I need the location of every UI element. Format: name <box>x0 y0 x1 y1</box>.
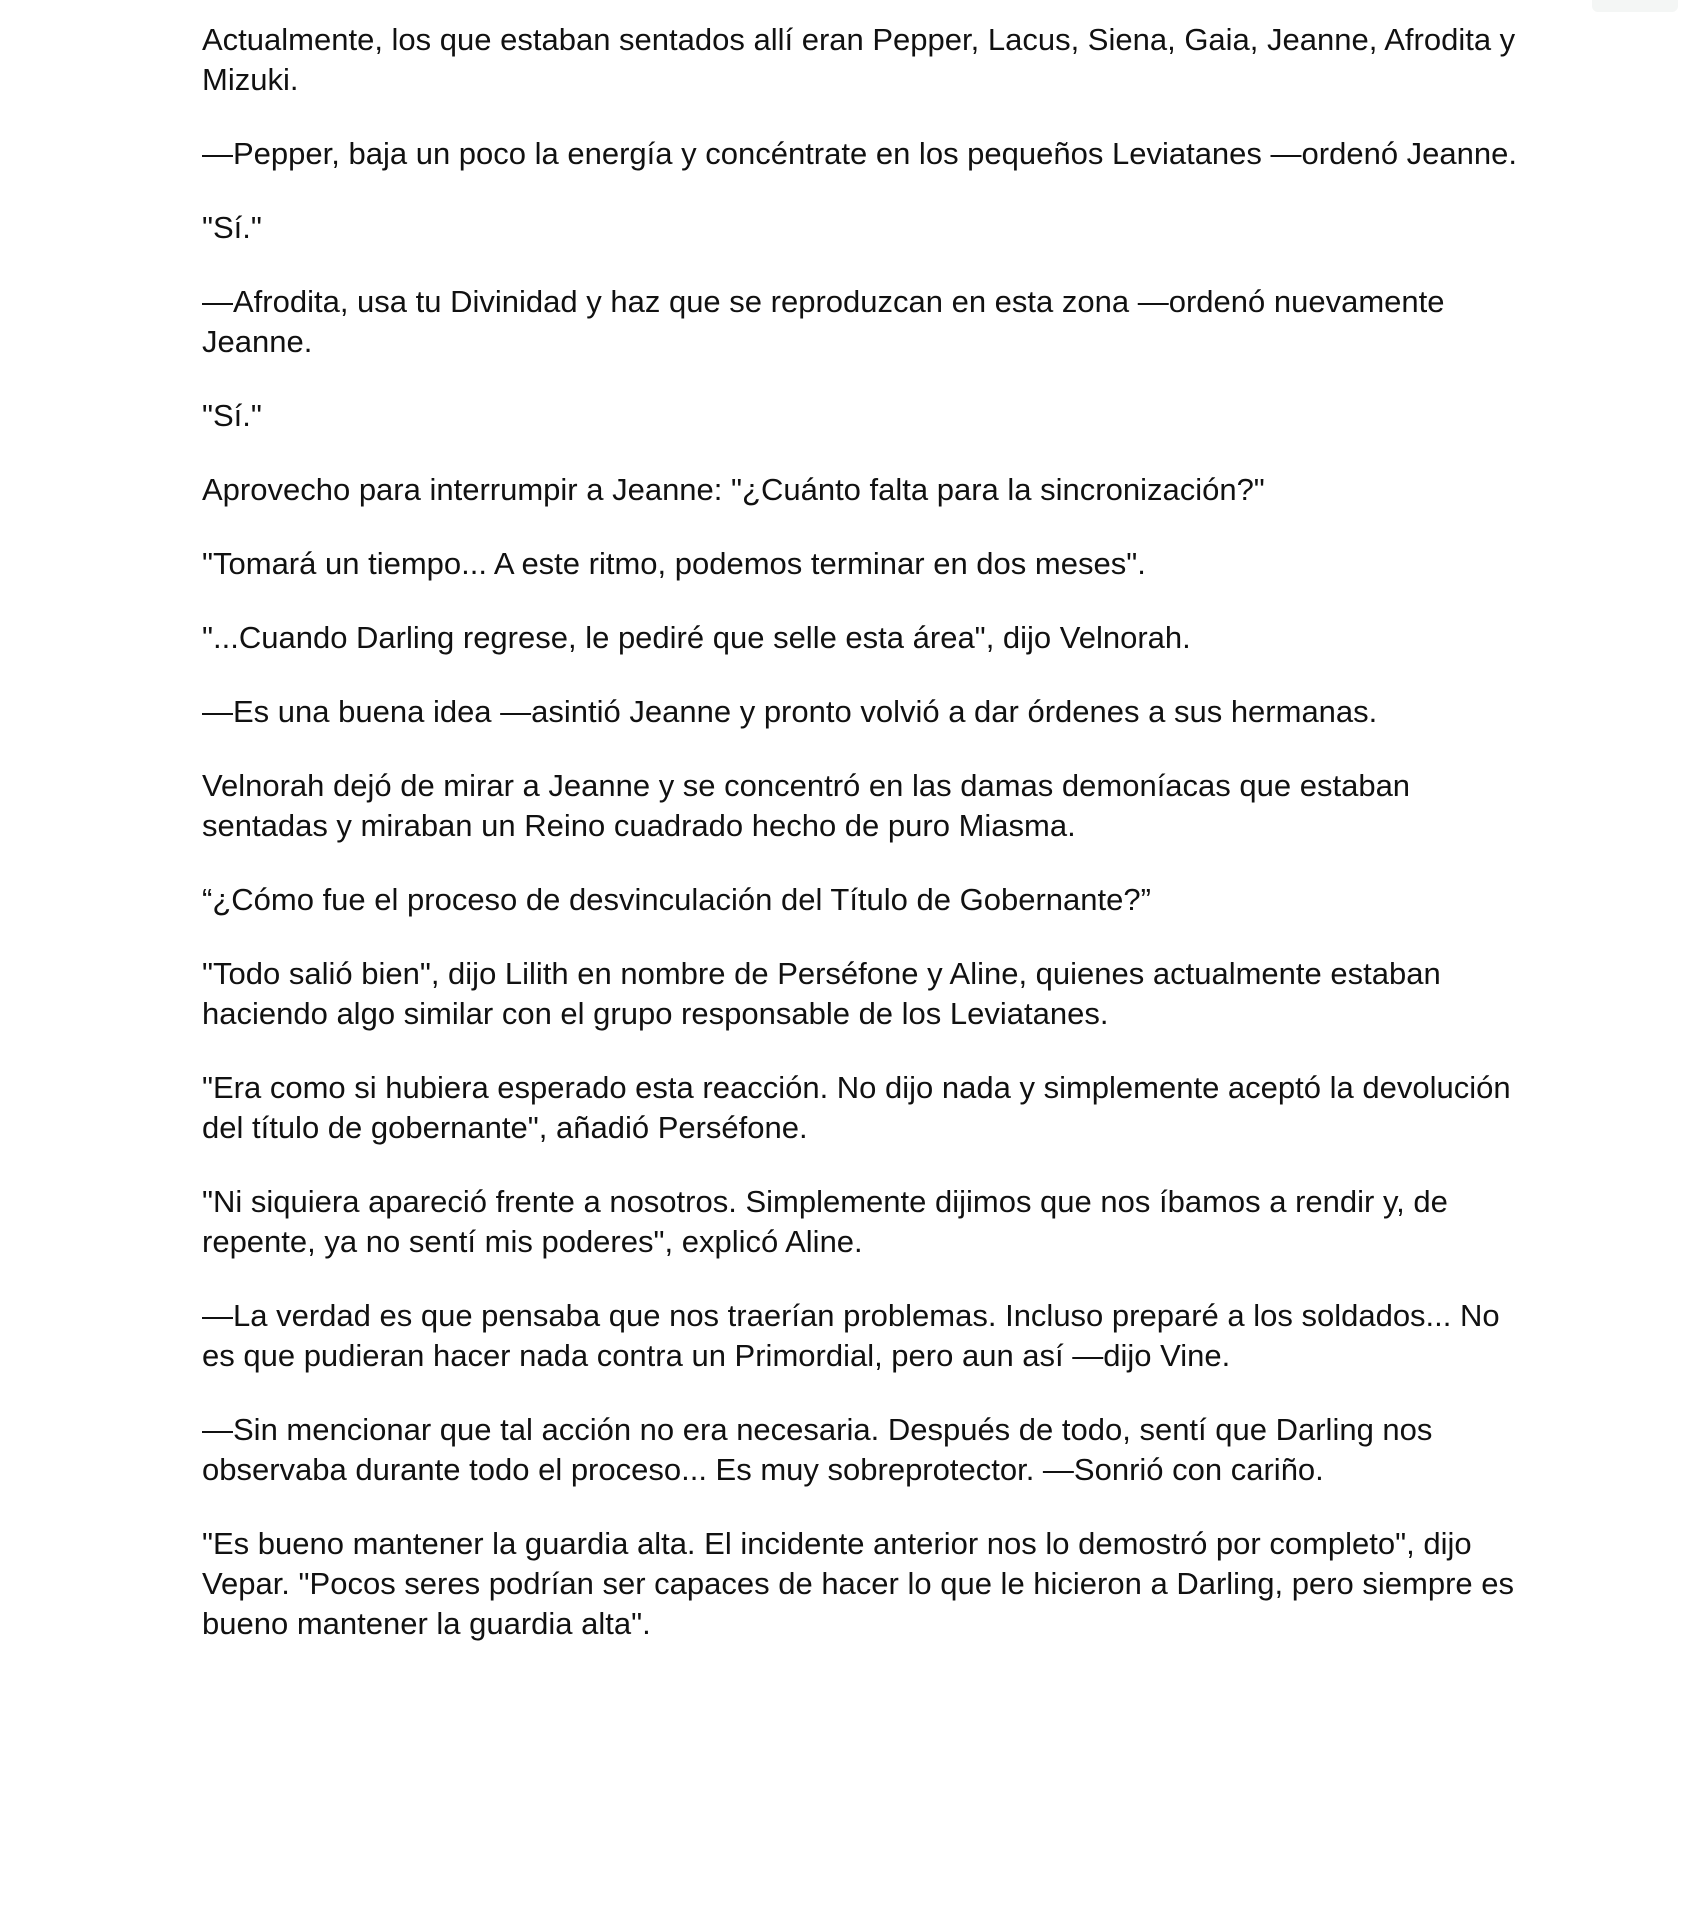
paragraph: Velnorah dejó de mirar a Jeanne y se concentró en las damas demoníacas que estaban sentadas y miraban un Reino cuadrado hecho de puro Miasma. <box>202 768 1411 843</box>
paragraph: Aprovecho para interrumpir a Jeanne: "¿Cuánto falta para la sincronización?" <box>202 472 1265 507</box>
document-body <box>202 20 1532 1678</box>
paragraph: —La verdad es que pensaba que nos traerían problemas. Incluso preparé a los soldados... No es que pudieran hacer nada contra un Primordial, pero aun así —dijo Vine. <box>202 1298 1500 1373</box>
paragraph: "Tomará un tiempo... A este ritmo, podemos terminar en dos meses". <box>202 546 1146 581</box>
page-corner-mark <box>1592 0 1678 12</box>
paragraph: "Era como si hubiera esperado esta reacción. No dijo nada y simplemente aceptó la devolución del título de gobernante", añadió Perséfone. <box>202 1070 1511 1145</box>
paragraph: Actualmente, los que estaban sentados allí eran Pepper, Lacus, Siena, Gaia, Jeanne, Afrodita y Mizuki. <box>202 22 1516 97</box>
paragraph: "Todo salió bien", dijo Lilith en nombre de Perséfone y Aline, quienes actualmente estaban haciendo algo similar con el grupo responsable de los Leviatanes. <box>202 956 1441 1031</box>
paragraph: "Sí." <box>202 398 262 433</box>
paragraph: "Sí." <box>202 210 262 245</box>
paragraph: "Es bueno mantener la guardia alta. El incidente anterior nos lo demostró por completo", dijo Vepar. "Pocos seres podrían ser capaces de hacer lo que le hicieron a Darling, pero siempre es bueno mantener la guardia alta". <box>202 1526 1515 1641</box>
paragraph: "Ni siquiera apareció frente a nosotros. Simplemente dijimos que nos íbamos a rendir y, de repente, ya no sentí mis poderes", explicó Aline. <box>202 1184 1448 1259</box>
paragraph: "...Cuando Darling regrese, le pediré que selle esta área", dijo Velnorah. <box>202 620 1191 655</box>
paragraph: —Sin mencionar que tal acción no era necesaria. Después de todo, sentí que Darling nos observaba durante todo el proceso... Es muy sobreprotector. —Sonrió con cariño. <box>202 1412 1433 1487</box>
paragraph: —Es una buena idea —asintió Jeanne y pronto volvió a dar órdenes a sus hermanas. <box>202 694 1378 729</box>
paragraph: —Pepper, baja un poco la energía y concéntrate en los pequeños Leviatanes —ordenó Jeanne. <box>202 136 1517 171</box>
paragraph: “¿Cómo fue el proceso de desvinculación del Título de Gobernante?” <box>202 882 1151 917</box>
paragraph: —Afrodita, usa tu Divinidad y haz que se reproduzcan en esta zona —ordenó nuevamente Jeanne. <box>202 284 1445 359</box>
